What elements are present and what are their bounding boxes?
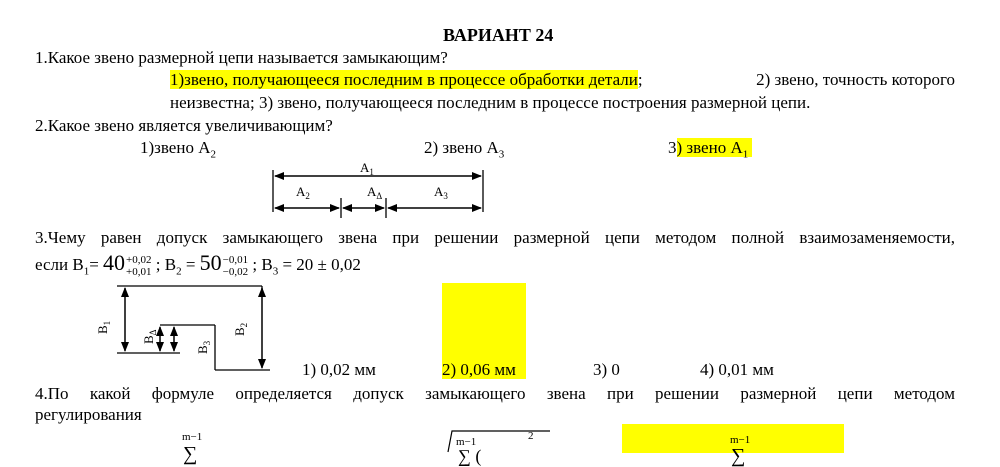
q3-b1-sub: 1 bbox=[83, 265, 90, 278]
q3-b3-label: ; В bbox=[252, 255, 273, 274]
q3-answer-4: 4) 0,01 мм bbox=[700, 360, 774, 379]
question-1-answers-line2: неизвестна; 3) звено, получающееся последним в процессе построения размерной цепи. bbox=[170, 93, 811, 112]
q3-b2-eq: = bbox=[185, 255, 196, 274]
formula-3-sigma-icon: ∑ bbox=[731, 445, 746, 467]
q3-answer-2: 2) 0,06 мм bbox=[442, 360, 516, 379]
q2-option-1-text: 1)звено А bbox=[140, 138, 211, 157]
question-1: 1.Какое звено размерной цепи называется замыкающим? bbox=[35, 48, 448, 67]
q2-label-ad: $A_\Delta$ bbox=[367, 184, 383, 201]
page-title: ВАРИАНТ 24 bbox=[443, 25, 554, 45]
q3-eq: = bbox=[89, 255, 99, 274]
q3-label-bd: $B_\Delta$ bbox=[141, 329, 158, 344]
question-4-line1: 4.По какой формуле определяется допуск замыкающего звена при решении размерной цепи методом bbox=[35, 384, 955, 403]
q2-label-a1: $A_1$ bbox=[360, 160, 374, 177]
q2-option-3-num: 3 bbox=[668, 138, 677, 157]
formula-1-upper-limit: m−1 bbox=[182, 431, 203, 443]
q2-option-3-sub: 1 bbox=[742, 148, 749, 161]
q2-option-1-sub: 2 bbox=[210, 148, 216, 161]
question-3-line1: 3.Чему равен допуск замыкающего звена при решении размерной цепи методом полной взаимозаменяемости, bbox=[35, 228, 955, 247]
q3-prefix: если В bbox=[35, 255, 84, 274]
formula-2-sigma-icon: ∑ ( bbox=[458, 446, 482, 466]
answer-1-1-highlighted: 1)звено, получающееся последним в процессе обработки детали bbox=[170, 70, 638, 89]
q3-b1-upper: +0,02 bbox=[126, 254, 152, 267]
question-4-line2: регулирования bbox=[35, 405, 142, 424]
q3-b3-sub: 3 bbox=[272, 265, 279, 278]
q3-b1-nominal: 40 bbox=[103, 250, 126, 275]
q2-option-2-sub: 3 bbox=[498, 148, 505, 161]
q3-b2-label: ; В bbox=[155, 255, 177, 274]
q3-b2-sub: 2 bbox=[176, 265, 182, 278]
q2-label-a2: $A_2$ bbox=[296, 184, 310, 201]
q3-b3-rest: = 20 ± 0,02 bbox=[278, 255, 361, 274]
formula-2-exponent: 2 bbox=[528, 430, 534, 442]
q3-b1-lower: +0,01 bbox=[126, 266, 152, 279]
q3-answer-3: 3) 0 bbox=[593, 360, 620, 379]
formula-3-upper-limit: m−1 bbox=[730, 434, 751, 446]
q2-option-3-text: ) звено А bbox=[676, 138, 743, 157]
formula-2-upper-limit: m−1 bbox=[456, 436, 477, 448]
q3-answer-1: 1) 0,02 мм bbox=[302, 360, 376, 379]
q3-b2-upper: −0,01 bbox=[222, 254, 249, 267]
q3-label-b1: $B_1$ bbox=[95, 320, 112, 334]
answer-sep: ; bbox=[637, 70, 643, 89]
q2-label-a3: $A_3$ bbox=[434, 184, 448, 201]
q3-label-b2: $B_2$ bbox=[232, 322, 249, 336]
formula-1-sigma-icon: ∑ bbox=[183, 443, 198, 465]
q3-b2-lower: −0,02 bbox=[222, 266, 249, 279]
q3-b2-nominal: 50 bbox=[199, 250, 222, 275]
question-2: 2.Какое звено является увеличивающим? bbox=[35, 116, 333, 135]
q3-label-b3: $B_3$ bbox=[195, 340, 212, 354]
q2-option-2-text: 2) звено А bbox=[424, 138, 499, 157]
answer-1-2: 2) звено, точность которого bbox=[756, 70, 955, 89]
